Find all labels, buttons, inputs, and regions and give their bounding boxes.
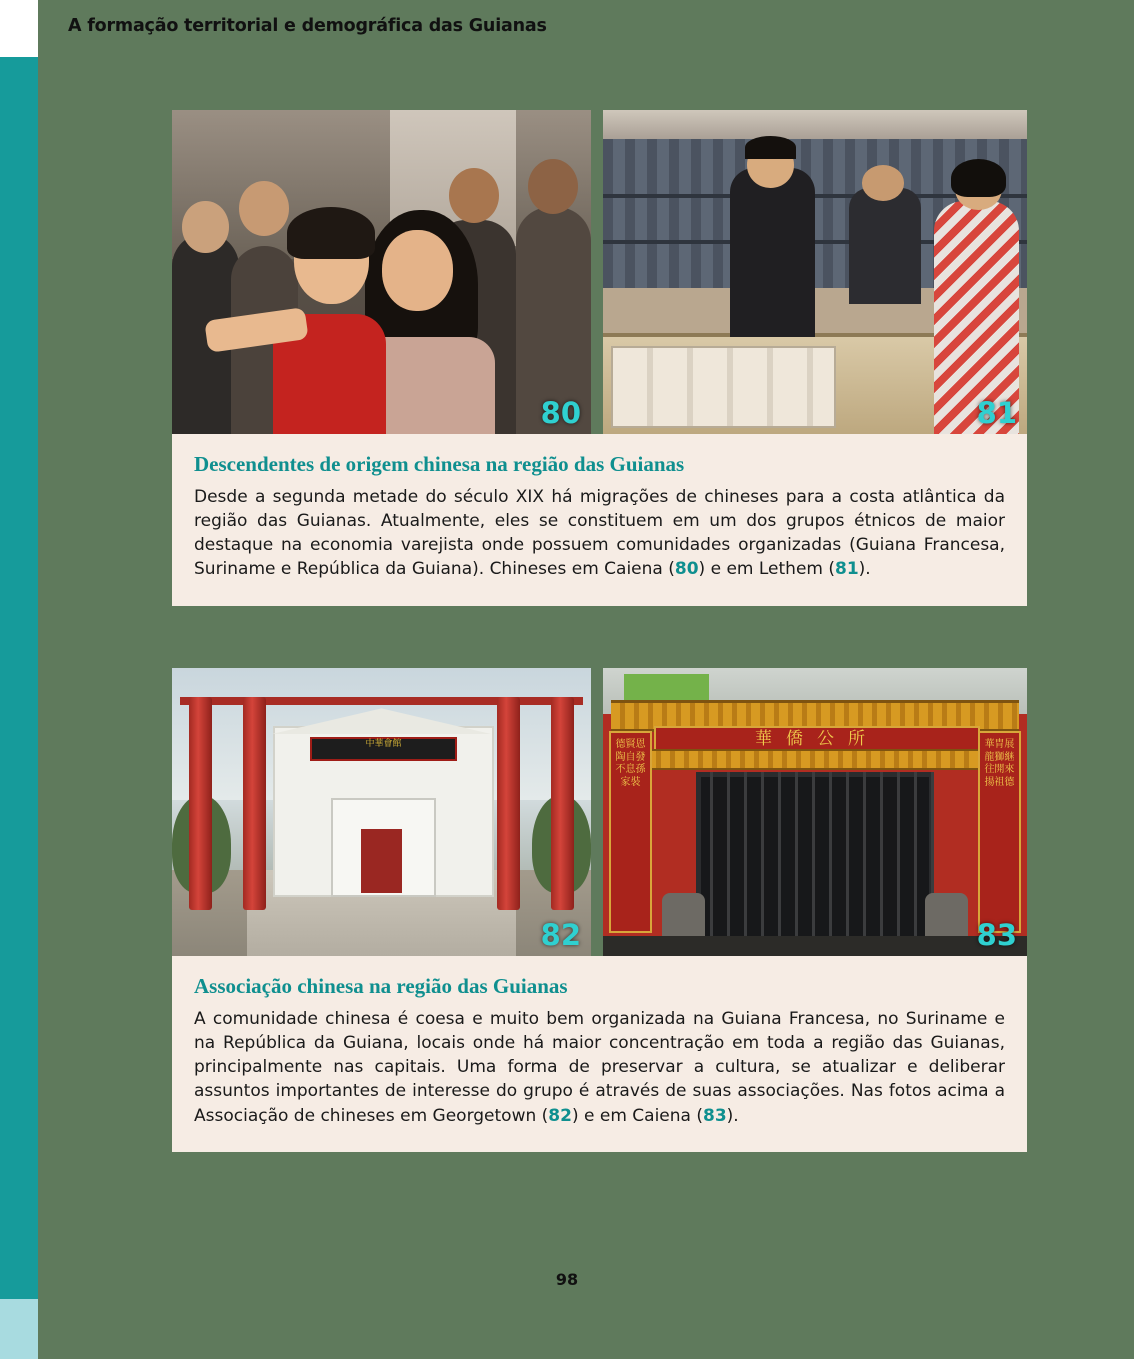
caption-text-2-part-2: ) e em Caiena ( [571, 1105, 703, 1126]
page-number: 98 [555, 1270, 579, 1289]
caption-box-1 [172, 434, 1027, 606]
photo-82-signboard [310, 737, 456, 761]
photo-82-sign-text: 中華會館 [365, 738, 402, 749]
caption-ref-81: 81 [835, 559, 859, 580]
photo-83-sign-text: 華僑公所 [754, 728, 879, 749]
photo-83-left-couplet: 德賢恩陶自發不息孫家裝 [609, 731, 651, 933]
photo-number-82: 82 [540, 918, 581, 952]
photo-81-illustration [603, 110, 1027, 434]
photo-number-83: 83 [976, 918, 1017, 952]
caption-ref-80: 80 [674, 559, 699, 580]
photo-number-81: 81 [976, 396, 1017, 430]
caption-ref-83: 83 [703, 1105, 727, 1126]
caption-title-2: Associação chinesa na região das Guianas [194, 974, 568, 998]
photo-83-right-couplet: 華胄展龍獅継往開來揚祖德 [978, 731, 1020, 933]
caption-title-1: Descendentes de origem chinesa na região das Guianas [194, 452, 685, 476]
content-block-chinese-association [172, 668, 1027, 1152]
photo-82 [172, 668, 591, 956]
caption-text-2-part-4: ). [726, 1105, 739, 1126]
left-bar-top [0, 0, 38, 57]
caption-ref-82: 82 [548, 1105, 572, 1126]
caption-text-2 [194, 1007, 1005, 1128]
photo-83 [603, 668, 1027, 956]
caption-text-1-part-4: ). [858, 559, 871, 580]
photo-row [172, 110, 1027, 434]
photo-row [172, 668, 1027, 956]
photo-number-80: 80 [540, 396, 581, 430]
caption-text-1-part-0: Desde a segunda metade do século XIX há migrações de chineses para a costa atlântica da região das Guianas. Atualmente, eles se constituem em um dos grupos étnicos de maior destaque na economia varejista onde possuem comunidades organizadas (Guiana Francesa, Suriname e República da Guiana). Chineses em Caiena ( [194, 487, 1005, 580]
photo-80 [172, 110, 591, 434]
left-bar-accent [0, 57, 38, 1299]
page-title: A formação territorial e demográfica das Guianas [68, 16, 547, 36]
caption-text-1 [194, 485, 1005, 582]
caption-text-1-part-2: ) e em Lethem ( [698, 559, 835, 580]
photo-80-illustration [172, 110, 591, 434]
content-block-chinese-descendants [172, 110, 1027, 606]
caption-text-2-part-0: A comunidade chinesa é coesa e muito bem organizada na Guiana Francesa, no Suriname e na República da Guiana, locais onde há maior concentração em toda a região das Guianas, principalmente nas capitais. Uma forma de preservar a cultura, se atualizar e deliberar assuntos importantes de interesse do grupo é através de suas associações. Nas fotos acima a Associação de chineses em Georgetown ( [194, 1009, 1005, 1126]
photo-81 [603, 110, 1027, 434]
photo-82-illustration [172, 668, 591, 956]
photo-83-illustration [603, 668, 1027, 956]
caption-box-2 [172, 956, 1027, 1152]
left-bar-bottom [0, 1299, 38, 1359]
